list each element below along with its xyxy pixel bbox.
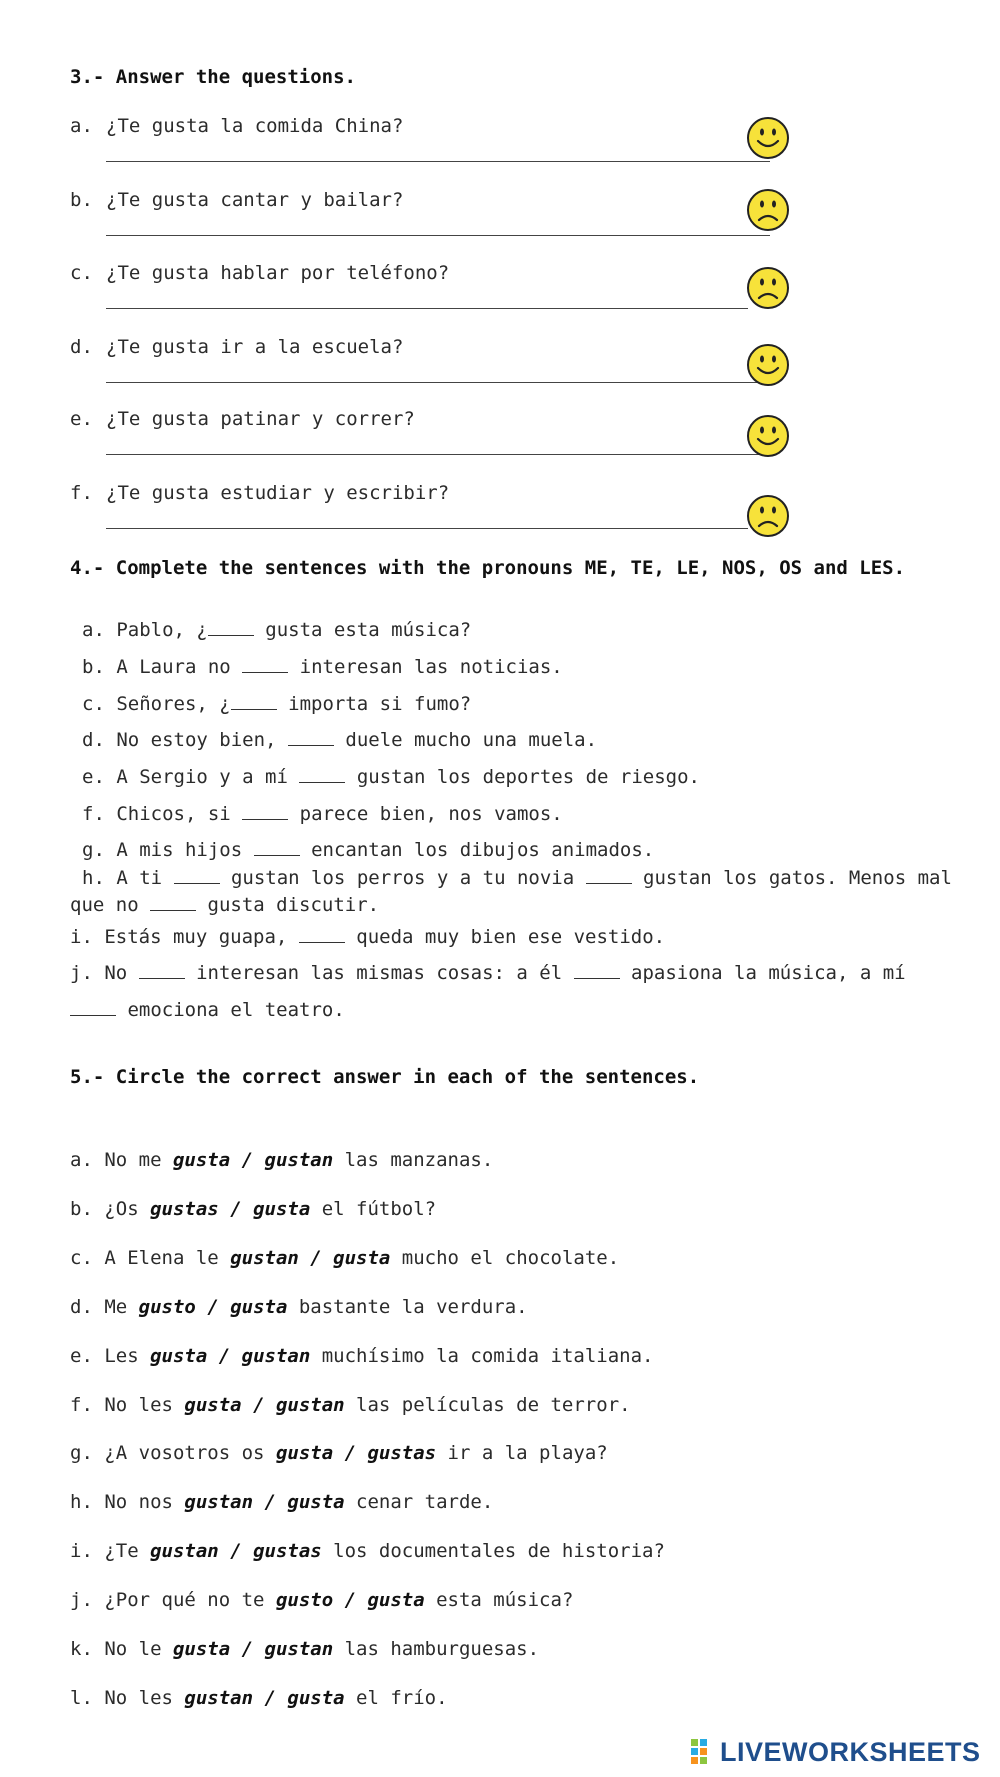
item-label: h. [70, 1491, 93, 1513]
option-1[interactable]: gustan [230, 1247, 299, 1269]
sentence-text: muchísimo la comida italiana. [310, 1345, 654, 1367]
sentence-text: No nos [104, 1491, 185, 1513]
option-separator: / [207, 1345, 242, 1367]
item-label: h. [82, 867, 105, 889]
circle-sentence-row [70, 1638, 539, 1660]
sentence-row [70, 959, 906, 984]
option-1[interactable]: gustan [150, 1540, 219, 1562]
section-5-heading: 5.- Circle the correct answer in each of the sentences. [70, 1066, 700, 1088]
sentence-text: queda muy bien ese vestido. [344, 926, 666, 948]
item-label: b. [70, 1198, 93, 1220]
item-label: d. [82, 729, 105, 751]
item-label: a. [82, 619, 105, 641]
sad-face-icon [746, 494, 790, 538]
pronoun-blank[interactable] [174, 864, 220, 884]
option-2[interactable]: gustan [264, 1638, 334, 1660]
item-label: c. [70, 1247, 93, 1269]
sentence-text: A mis hijos [116, 839, 254, 861]
item-label: e. [70, 1345, 93, 1367]
option-2[interactable]: gusta [367, 1589, 425, 1611]
option-1[interactable]: gusta [172, 1638, 231, 1660]
liveworksheets-logo-icon [690, 1738, 716, 1766]
sentence-text: Les [104, 1345, 151, 1367]
sentence-text: interesan las noticias. [288, 656, 563, 678]
circle-sentence-row [70, 1589, 573, 1611]
sentence-row [82, 836, 654, 861]
option-separator: / [333, 1589, 368, 1611]
sentence-text: No estoy bien, [116, 729, 288, 751]
pronoun-blank[interactable] [288, 726, 334, 746]
option-2[interactable]: gustan [264, 1149, 334, 1171]
option-separator: / [253, 1687, 288, 1709]
circle-sentence-row [70, 1149, 493, 1171]
item-label: k. [70, 1638, 93, 1660]
sentence-text: los documentales de historia? [321, 1540, 665, 1562]
item-label: f. [70, 1394, 93, 1416]
section-3-heading: 3.- Answer the questions. [70, 66, 356, 88]
question-label: b. [70, 189, 93, 211]
option-separator: / [333, 1442, 368, 1464]
pronoun-blank[interactable] [242, 800, 288, 820]
question-text: ¿Te gusta cantar y bailar? [106, 189, 404, 211]
option-1[interactable]: gustan [184, 1687, 254, 1709]
option-separator: / [230, 1149, 265, 1171]
circle-sentence-row [70, 1394, 631, 1416]
option-separator: / [298, 1247, 334, 1269]
pronoun-blank[interactable] [254, 836, 300, 856]
circle-sentence-row [70, 1442, 608, 1464]
circle-sentence-row [70, 1296, 528, 1318]
pronoun-blank[interactable] [70, 996, 116, 1016]
sentence-text: No les [104, 1687, 185, 1709]
pronoun-blank[interactable] [574, 959, 620, 979]
sad-face-icon [746, 266, 790, 310]
answer-line[interactable] [106, 528, 748, 529]
sentence-text: interesan las mismas cosas: a él [184, 962, 574, 984]
sentence-text: A Sergio y a mí [116, 766, 300, 788]
pronoun-blank[interactable] [299, 923, 345, 943]
question-text: ¿Te gusta patinar y correr? [106, 408, 415, 430]
sentence-text: ir a la playa? [436, 1442, 608, 1464]
sentence-text: esta música? [424, 1589, 574, 1611]
option-separator: / [218, 1198, 254, 1220]
sentence-row [82, 800, 563, 825]
liveworksheets-logo [690, 1736, 981, 1768]
item-label: g. [82, 839, 105, 861]
option-1[interactable]: gusto [138, 1296, 196, 1318]
circle-sentence-row [70, 1198, 436, 1220]
item-label: i. [70, 926, 93, 948]
option-2[interactable]: gustan [241, 1345, 311, 1367]
question-label: d. [70, 336, 93, 358]
section-4-heading: 4.- Complete the sentences with the pronouns ME, TE, LE, NOS, OS and LES. [70, 557, 906, 579]
sentence-text: No me [104, 1149, 173, 1171]
option-1[interactable]: gusta [150, 1345, 208, 1367]
sentence-text: ¿Te [104, 1540, 151, 1562]
sentence-text: gustan los perros y a tu novia [219, 867, 586, 889]
sentence-text: importa si fumo? [276, 693, 472, 715]
sentence-text: gustan los deportes de riesgo. [345, 766, 700, 788]
sentence-row [82, 726, 597, 751]
question-text: ¿Te gusta hablar por teléfono? [106, 262, 450, 284]
sentence-text: gusta discutir. [196, 894, 380, 916]
sentence-text: mucho el chocolate. [390, 1247, 620, 1269]
option-1[interactable]: gusta [184, 1394, 242, 1416]
sentence-row [70, 864, 980, 918]
sentence-text: A Laura no [116, 656, 243, 678]
sad-face-icon [746, 188, 790, 232]
sentence-text: encantan los dibujos animados. [299, 839, 655, 861]
sentence-text: las películas de terror. [344, 1394, 631, 1416]
option-1[interactable]: gustan [184, 1491, 254, 1513]
option-2[interactable]: gusta [287, 1491, 345, 1513]
option-separator: / [218, 1540, 254, 1562]
sentence-text: gusta esta música? [253, 619, 472, 641]
pronoun-blank[interactable] [150, 891, 196, 911]
sentence-text: parece bien, nos vamos. [288, 803, 563, 825]
item-label: j. [70, 1589, 93, 1611]
item-label: e. [82, 766, 105, 788]
question-text: ¿Te gusta estudiar y escribir? [106, 482, 450, 504]
sentence-row [70, 996, 345, 1021]
happy-face-icon [746, 116, 790, 160]
pronoun-blank[interactable] [242, 653, 288, 673]
option-2[interactable]: gustas [253, 1540, 322, 1562]
circle-sentence-row [70, 1491, 493, 1513]
option-separator: / [241, 1394, 276, 1416]
pronoun-blank[interactable] [299, 763, 345, 783]
question-label: a. [70, 115, 93, 137]
answer-line[interactable] [106, 454, 760, 455]
answer-line[interactable] [106, 235, 770, 236]
circle-sentence-row [70, 1687, 448, 1709]
sentence-row [70, 923, 665, 948]
sentence-row [82, 653, 563, 678]
question-label: e. [70, 408, 93, 430]
option-separator: / [253, 1491, 288, 1513]
sentence-row [82, 690, 471, 715]
circle-sentence-row [70, 1345, 653, 1367]
option-2[interactable]: gustas [367, 1442, 437, 1464]
question-text: ¿Te gusta la comida China? [106, 115, 404, 137]
happy-face-icon [746, 343, 790, 387]
item-label: i. [70, 1540, 93, 1562]
pronoun-blank[interactable] [208, 616, 254, 636]
item-label: l. [70, 1687, 93, 1709]
item-label: c. [82, 693, 105, 715]
answer-line[interactable] [106, 308, 748, 309]
option-2[interactable]: gusta [230, 1296, 288, 1318]
sentence-text: A ti [116, 867, 174, 889]
sentence-text: Chicos, si [116, 803, 243, 825]
option-1[interactable]: gustas [150, 1198, 219, 1220]
option-2[interactable]: gusta [287, 1687, 345, 1709]
sentence-text: No [104, 962, 139, 984]
sentence-text: duele mucho una muela. [333, 729, 598, 751]
option-1[interactable]: gusta [275, 1442, 334, 1464]
pronoun-blank[interactable] [586, 864, 632, 884]
item-label: d. [70, 1296, 93, 1318]
sentence-text: bastante la verdura. [287, 1296, 528, 1318]
sentence-text: las manzanas. [333, 1149, 494, 1171]
logo-text: LIVEWORKSHEETS [720, 1736, 981, 1767]
option-1[interactable]: gusta [172, 1149, 231, 1171]
answer-line[interactable] [106, 382, 760, 383]
sentence-text: No les [104, 1394, 185, 1416]
question-text: ¿Te gusta ir a la escuela? [106, 336, 404, 358]
sentence-text: ¿Por qué no te [104, 1589, 276, 1611]
option-1[interactable]: gusto [275, 1589, 334, 1611]
item-label: a. [70, 1149, 93, 1171]
item-label: g. [70, 1442, 93, 1464]
sentence-text: apasiona la música, a mí [619, 962, 906, 984]
sentence-text: Estás muy guapa, [104, 926, 299, 948]
pronoun-blank[interactable] [231, 690, 277, 710]
sentence-text: ¿Os [104, 1198, 151, 1220]
sentence-text: el frío. [344, 1687, 448, 1709]
option-2[interactable]: gustan [275, 1394, 345, 1416]
item-label: j. [70, 962, 93, 984]
circle-sentence-row [70, 1247, 619, 1269]
circle-sentence-row [70, 1540, 665, 1562]
sentence-text: las hamburguesas. [333, 1638, 540, 1660]
question-label: f. [70, 482, 93, 504]
sentence-text: Me [104, 1296, 139, 1318]
sentence-text: Señores, ¿ [116, 693, 231, 715]
answer-line[interactable] [106, 161, 770, 162]
sentence-text: Pablo, ¿ [116, 619, 208, 641]
sentence-text: cenar tarde. [344, 1491, 494, 1513]
sentence-text: el fútbol? [310, 1198, 437, 1220]
item-label: f. [82, 803, 105, 825]
sentence-row [82, 763, 700, 788]
sentence-row [82, 616, 471, 641]
option-2[interactable]: gusta [333, 1247, 391, 1269]
sentence-text: gustan los gatos. Menos mal que no [70, 867, 952, 916]
sentence-text: emociona el teatro. [116, 999, 345, 1021]
option-separator: / [195, 1296, 231, 1318]
sentence-text: No le [104, 1638, 173, 1660]
option-separator: / [230, 1638, 265, 1660]
pronoun-blank[interactable] [139, 959, 185, 979]
question-label: c. [70, 262, 93, 284]
item-label: b. [82, 656, 105, 678]
happy-face-icon [746, 414, 790, 458]
option-2[interactable]: gusta [253, 1198, 311, 1220]
sentence-text: A Elena le [104, 1247, 231, 1269]
sentence-text: ¿A vosotros os [104, 1442, 276, 1464]
